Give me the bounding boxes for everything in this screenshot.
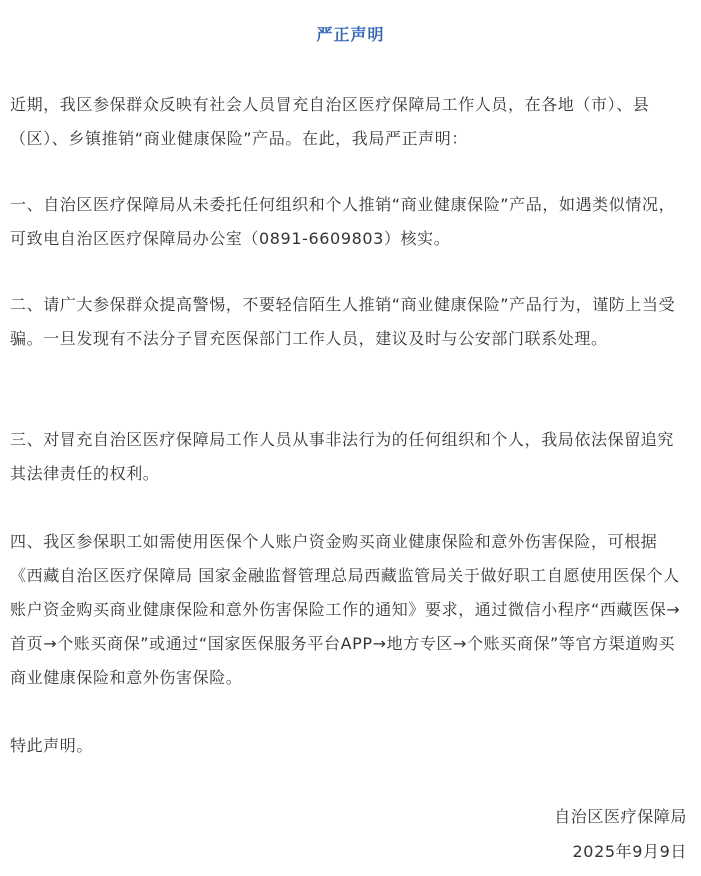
closing-paragraph: 特此声明。	[10, 736, 94, 755]
signature-organization: 自治区医疗保障局	[554, 807, 687, 826]
clause-two-paragraph: 二、请广大参保群众提高警惕，不要轻信陌生人推销“商业健康保险”产品行为，谨防上当受骗。一旦发现有不法分子冒充医保部门工作人员，建议及时与公安部门联系处理。	[10, 295, 676, 348]
intro-paragraph: 近期，我区参保群众反映有社会人员冒充自治区医疗保障局工作人员，在各地（市）、县（区）、乡镇推销“商业健康保险”产品。在此，我局严正声明：	[10, 95, 650, 148]
statement-title: 严正声明	[316, 25, 385, 44]
clause-one-paragraph: 一、自治区医疗保障局从未委托任何组织和个人推销“商业健康保险”产品，如遇类似情况，可致电自治区医疗保障局办公室（0891-6609803）核实。	[10, 195, 676, 248]
clause-four-paragraph: 四、我区参保职工如需使用医保个人账户资金购买商业健康保险和意外伤害保险，可根据《西藏自治区医疗保障局 国家金融监督管理总局西藏监管局关于做好职工自愿使用医保个人账户资金购买商业健康保险和意外伤害保险工作的通知》要求，通过微信小程序“西藏医保→首页→个账买商保”或通过“国家医保服务平台APP→地方专区→个账买商保”等官方渠道购买商业健康保险和意外伤害保险。	[10, 532, 681, 687]
signature-date: 2025年9月9日	[572, 842, 687, 861]
clause-three-paragraph: 三、对冒充自治区医疗保障局工作人员从事非法行为的任何组织和个人，我局依法保留追究其法律责任的权利。	[10, 430, 675, 483]
